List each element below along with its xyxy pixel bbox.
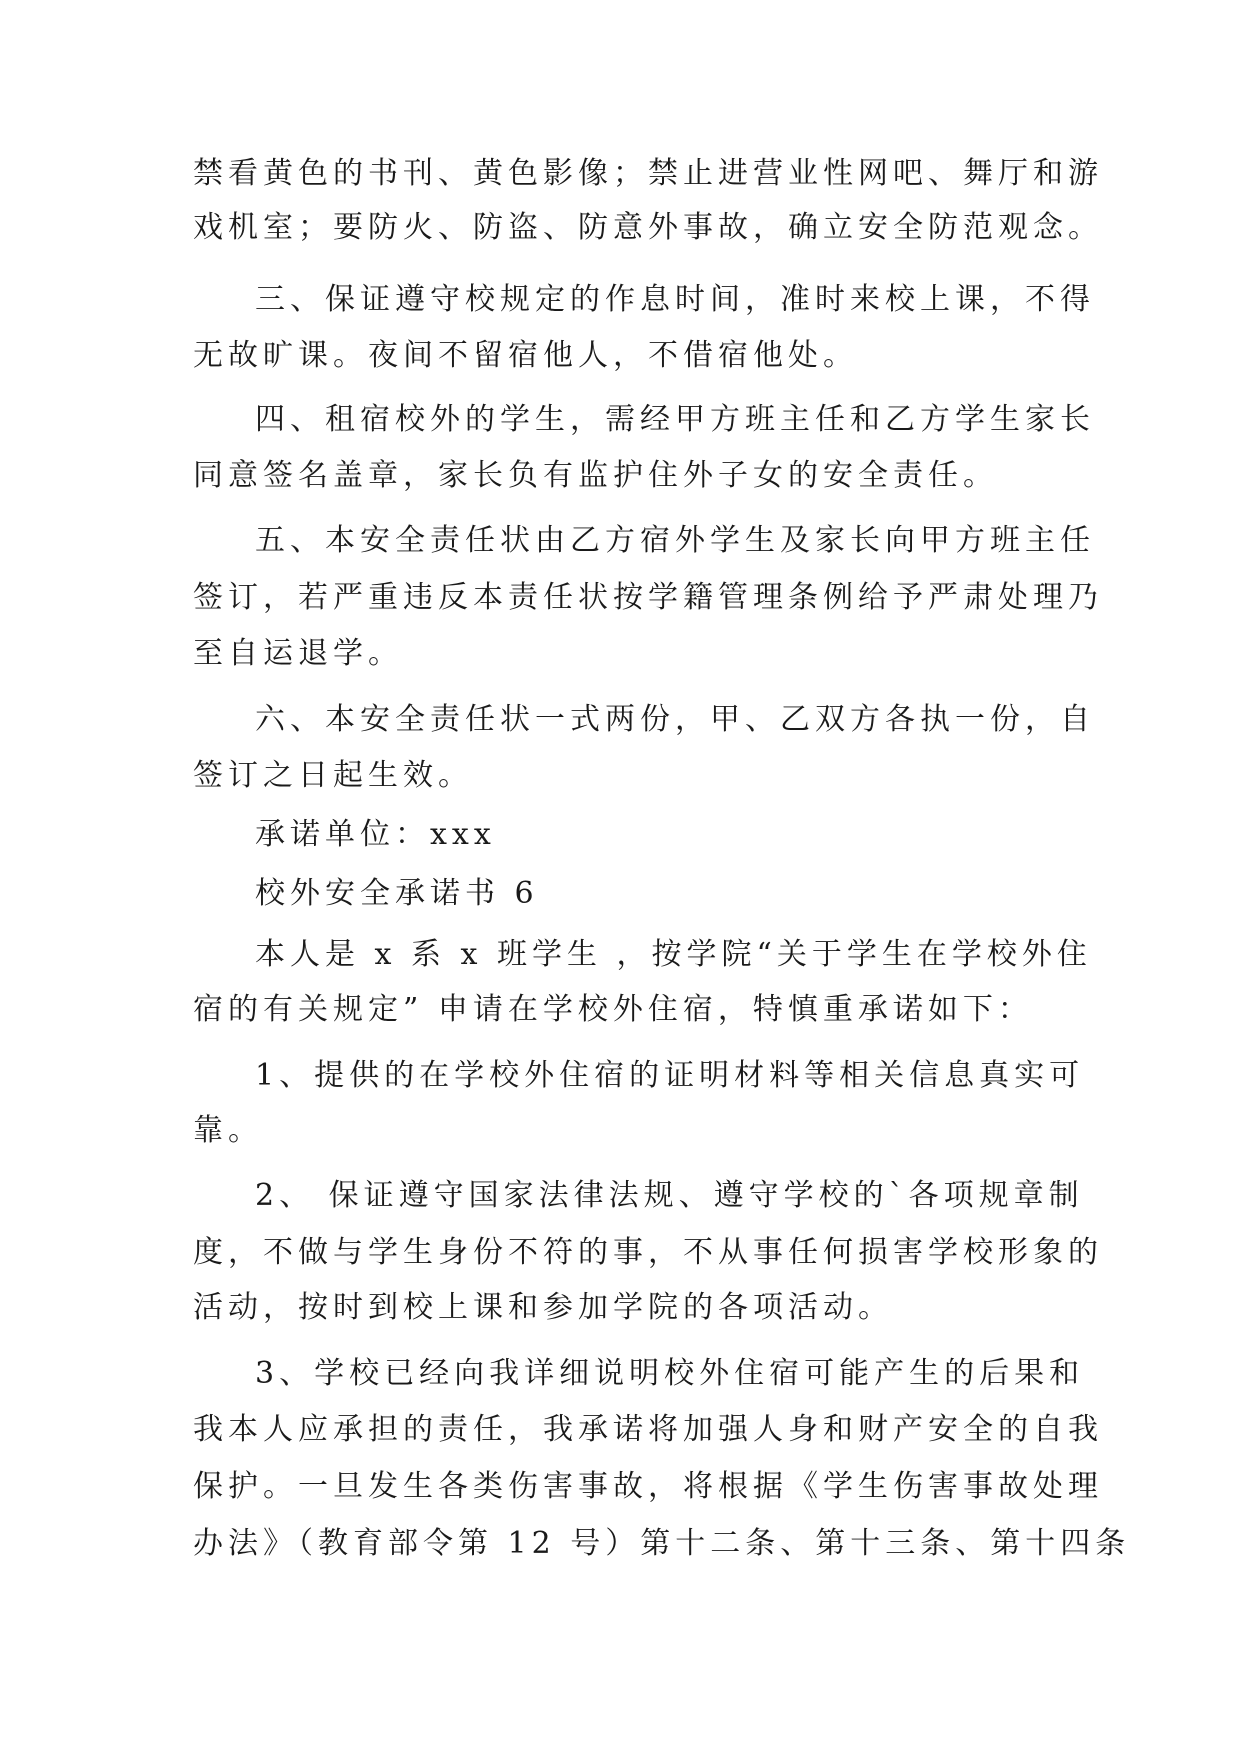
paragraph-start: 四、租宿校外的学生，需经甲方班主任和乙方学生家长	[255, 402, 1095, 437]
text-line: 靠。	[193, 1113, 263, 1148]
text-line: 禁看黄色的书刊、黄色影像；禁止进营业性网吧、舞厅和游	[193, 156, 1103, 191]
section-title: 校外安全承诺书 6	[255, 876, 539, 911]
paragraph-start: 六、本安全责任状一式两份，甲、乙双方各执一份，自	[255, 702, 1095, 737]
text-line: 签订之日起生效。	[193, 758, 473, 793]
text-line: 戏机室；要防火、防盗、防意外事故，确立安全防范观念。	[193, 210, 1103, 245]
text-line: 活动，按时到校上课和参加学院的各项活动。	[193, 1290, 893, 1325]
text-line: 至自运退学。	[193, 636, 403, 671]
text-line: 办法》（教育部令第 12 号）第十二条、第十三条、第十四条	[193, 1526, 1131, 1561]
text-line: 宿的有关规定” 申请在学校外住宿，特慎重承诺如下：	[193, 992, 1033, 1027]
paragraph-start: 三、保证遵守校规定的作息时间，准时来校上课，不得	[255, 282, 1095, 317]
text-line: 同意签名盖章，家长负有监护住外子女的安全责任。	[193, 458, 998, 493]
text-line: 我本人应承担的责任，我承诺将加强人身和财产安全的自我	[193, 1412, 1103, 1447]
text-line: 签订，若严重违反本责任状按学籍管理条例给予严肃处理乃	[193, 580, 1103, 615]
text-line: 无故旷课。夜间不留宿他人，不借宿他处。	[193, 338, 858, 373]
paragraph-start: 本人是 x 系 x 班学生 ，按学院“关于学生在学校外住	[255, 937, 1092, 972]
text-line: 保护。一旦发生各类伤害事故，将根据《学生伤害事故处理	[193, 1469, 1103, 1504]
paragraph-start: 1、提供的在学校外住宿的证明材料等相关信息真实可	[255, 1058, 1085, 1093]
paragraph-start: 2、 保证遵守国家法律法规、遵守学校的`各项规章制	[255, 1178, 1084, 1213]
paragraph-start: 3、学校已经向我详细说明校外住宿可能产生的后果和	[255, 1356, 1085, 1391]
signature-unit: 承诺单位：xxx	[255, 817, 496, 852]
paragraph-start: 五、本安全责任状由乙方宿外学生及家长向甲方班主任	[255, 523, 1095, 558]
text-line: 度，不做与学生身份不符的事，不从事任何损害学校形象的	[193, 1235, 1103, 1270]
